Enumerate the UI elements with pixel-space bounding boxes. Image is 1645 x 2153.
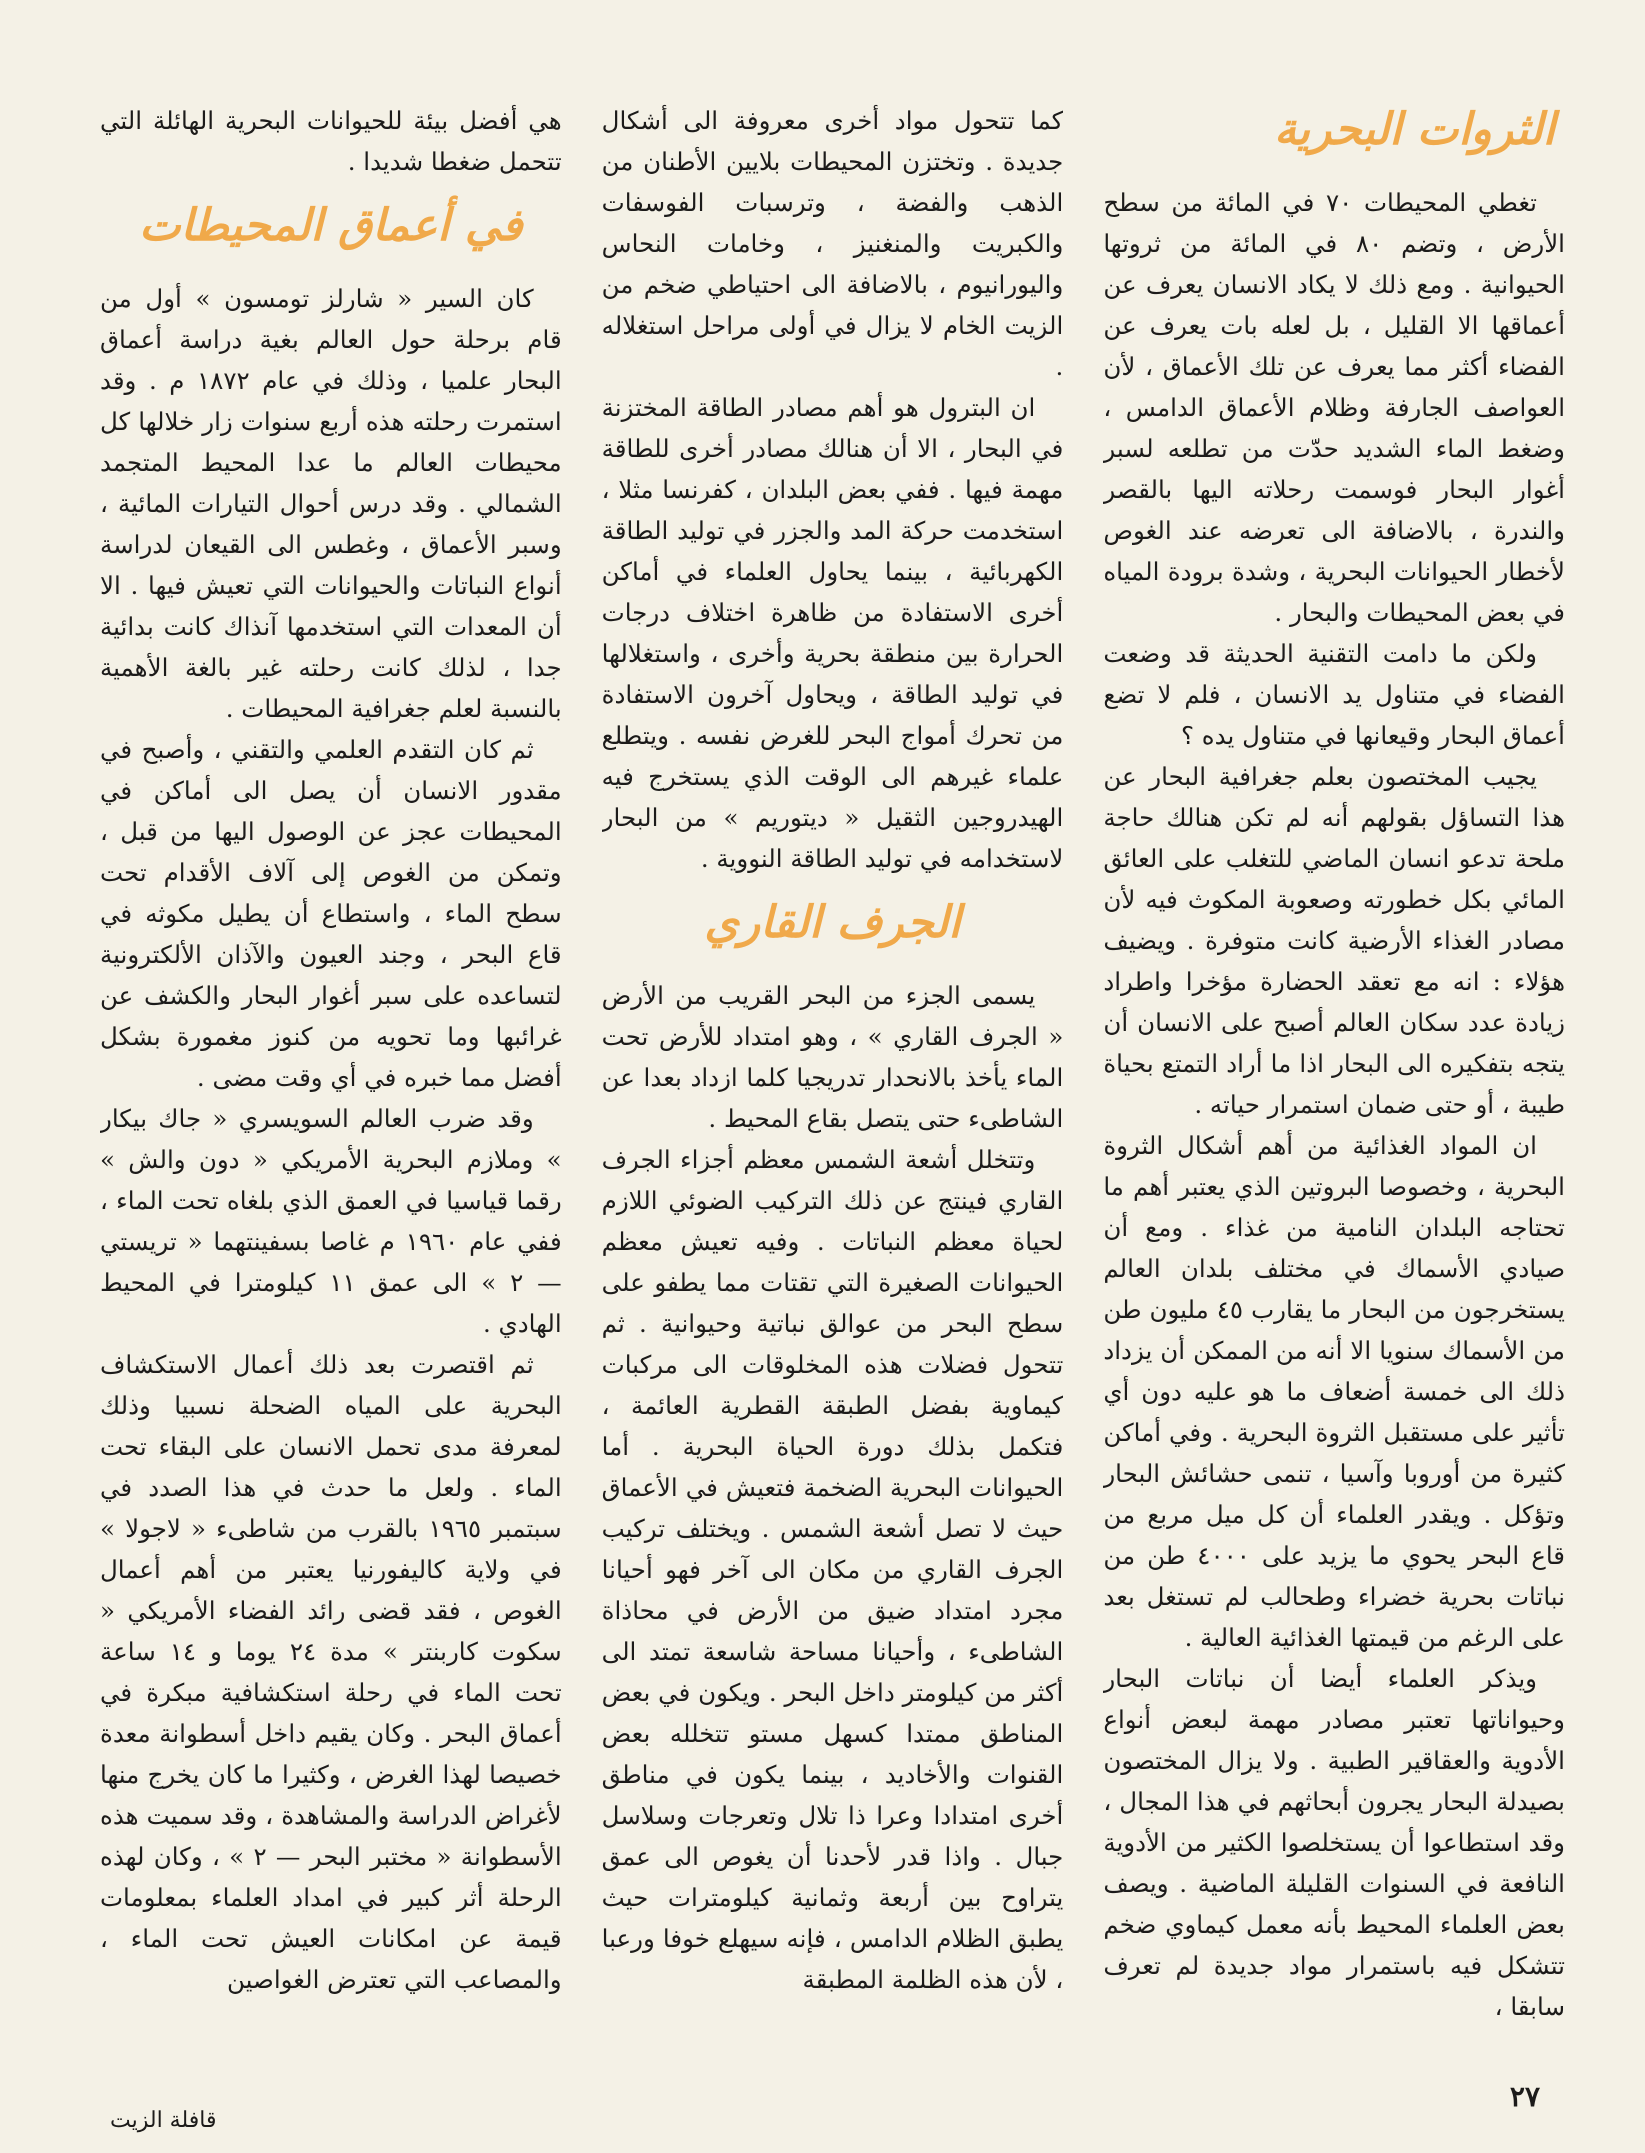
paragraph: ان المواد الغذائية من أهم أشكال الثروة البحرية ، وخصوصا البروتين الذي يعتبر أهم ما تحتاجه البلدان النامية من غذاء . ومع أن صيادي الأسماك في مختلف بلدان العالم يستخرجون من البحار ما يقارب ٤٥ مليون طن من الأسماك سنويا الا أنه من الممكن أن يزداد ذلك الى خمسة أضعاف ما هو عليه دون أي تأثير على مستقبل الثروة البحرية . وفي أماكن كثيرة من أوروبا وآسيا ، تنمى حشائش البحار وتؤكل . ويقدر العلماء أن كل ميل مربع من قاع البحر يحوي ما يزيد على ٤٠٠٠ طن من نباتات بحرية خضراء وطحالب لم تستغل بعد على الرغم من قيمتها الغذائية العالية . xyxy=(1103,1131,1565,1652)
paragraph: ولكن ما دامت التقنية الحديثة قد وضعت الفضاء في متناول يد الانسان ، فلم لا تضع أعماق البحار وقيعانها في متناول يده ؟ xyxy=(1103,639,1565,750)
heading-continental-shelf: الجرف القاري xyxy=(704,897,961,948)
heading-ocean-depths: في أعماق المحيطات xyxy=(139,200,523,251)
column-right xyxy=(1103,100,1565,2070)
paragraph: هي أفضل بيئة للحيوانات البحرية الهائلة التي تتحمل ضغطا شديدا . xyxy=(99,106,562,176)
paragraph: كان السير « شارلز تومسون » أول من قام برحلة حول العالم بغية دراسة أعماق البحار علميا ، وذلك في عام ١٨٧٢ م . وقد استمرت رحلته هذه أربع سنوات زار خلالها كل محيطات العالم ما عدا المحيط المتجمد الشمالي . وقد درس أحوال التيارات المائية ، وسبر الأعماق ، وغطس الى القيعان لدراسة أنواع النباتات والحيوانات التي تعيش فيها . الا أن المعدات التي استخدمها آنذاك كانت بدائية جدا ، لذلك كانت رحلته غير بالغة الأهمية بالنسبة لعلم جغرافية المحيطات . xyxy=(99,284,562,723)
column-middle xyxy=(602,100,1064,2070)
column-left xyxy=(100,100,562,2070)
article-columns xyxy=(100,100,1565,2070)
paragraph: ان البترول هو أهم مصادر الطاقة المختزنة في البحار ، الا أن هنالك مصادر أخرى للطاقة مهمة فيها . ففي بعض البلدان ، كفرنسا مثلا ، استخدمت حركة المد والجزر في توليد الطاقة الكهربائية ، بينما يحاول العلماء في أماكن أخرى الاستفادة من ظاهرة اختلاف درجات الحرارة بين منطقة بحرية وأخرى ، واستغلالها في توليد الطاقة ، ويحاول آخرون الاستفادة من تحرك أمواج البحر للغرض نفسه . ويتطلع علماء غيرهم الى الوقت الذي يستخرج فيه الهيدروجين الثقيل « ديتوريم » من البحار لاستخدامه في توليد الطاقة النووية . xyxy=(601,393,1064,873)
heading-marine-wealth: الثروات البحرية xyxy=(1274,104,1555,155)
paragraph: يسمى الجزء من البحر القريب من الأرض « الجرف القاري » ، وهو امتداد للأرض تحت الماء يأخذ بالانحدار تدريجيا كلما ازداد بعدا عن الشاطىء حتى يتصل بقاع المحيط . xyxy=(601,981,1064,1133)
paragraph: يجيب المختصون بعلم جغرافية البحار عن هذا التساؤل بقولهم أنه لم تكن هنالك حاجة ملحة تدعو انسان الماضي للتغلب على العائق المائي بكل خطورته وصعوبة المكوث فيه لأن مصادر الغذاء الأرضية كانت متوفرة . ويضيف هؤلاء : انه مع تعقد الحضارة مؤخرا واطراد زيادة عدد سكان العالم أصبح على الانسان أن يتجه بتفكيره الى البحار اذا ما أراد التمتع بحياة طيبة ، أو حتى ضمان استمرار حياته . xyxy=(1103,762,1565,1119)
page-number: ٢٧ xyxy=(1509,2080,1540,2113)
paragraph: ثم اقتصرت بعد ذلك أعمال الاستكشاف البحرية على المياه الضحلة نسبيا وذلك لمعرفة مدى تحمل الانسان على البقاء تحت الماء . ولعل ما حدث في هذا الصدد في سبتمبر ١٩٦٥ بالقرب من شاطىء « لاجولا » في ولاية كاليفورنيا يعتبر من أهم أعمال الغوص ، فقد قضى رائد الفضاء الأمريكي « سكوت كاربنتر » مدة ٢٤ يوما و ١٤ ساعة تحت الماء في رحلة استكشافية مبكرة في أعماق البحر . وكان يقيم داخل أسطوانة معدة خصيصا لهذا الغرض ، وكثيرا ما كان يخرج منها لأغراض الدراسة والمشاهدة ، وقد سميت هذه الأسطوانة « مختبر البحر — ٢ » ، وكان لهذه الرحلة أثر كبير في امداد العلماء بمعلومات قيمة عن امكانات العيش تحت الماء ، والمصاعب التي تعترض الغواصين xyxy=(99,1350,562,1994)
paragraph: ثم كان التقدم العلمي والتقني ، وأصبح في مقدور الانسان أن يصل الى أماكن في المحيطات عجز عن الوصول اليها من قبل ، وتمكن من الغوص إلى آلاف الأقدام تحت سطح الماء ، واستطاع أن يطيل مكوثه في قاع البحر ، وجند العيون والآذان الألكترونية لتساعده على سبر أغوار البحار والكشف عن غرائبها وما تحويه من كنوز مغمورة بشكل أفضل مما خبره في أي وقت مضى . xyxy=(99,735,562,1092)
paragraph: تغطي المحيطات ٧٠ في المائة من سطح الأرض ، وتضم ٨٠ في المائة من ثروتها الحيوانية . ومع ذلك لا يكاد الانسان يعرف عن أعماقها الا القليل ، بل لعله بات يعرف عن الفضاء أكثر مما يعرف عن تلك الأعماق ، لأن العواصف الجارفة وظلام الأعماق الدامس ، وضغط الماء الشديد حدّت من تطلعه لسبر أغوار البحار فوسمت رحلاته اليها بالقصر والندرة ، بالاضافة الى تعرضه عند الغوص لأخطار الحيوانات البحرية ، وشدة برودة المياه في بعض المحيطات والبحار . xyxy=(1103,188,1565,627)
paragraph: ويذكر العلماء أيضا أن نباتات البحار وحيواناتها تعتبر مصادر مهمة لبعض أنواع الأدوية والعقاقير الطبية . ولا يزال المختصون بصيدلة البحار يجرون أبحاثهم في هذا المجال ، وقد استطاعوا أن يستخلصوا الكثير من الأدوية النافعة في السنوات القليلة الماضية . ويصف بعض العلماء المحيط بأنه معمل كيماوي ضخم تتشكل فيه باستمرار مواد جديدة لم تعرف سابقا ، xyxy=(1103,1664,1565,2021)
magazine-title: قافلة الزيت xyxy=(110,2108,217,2133)
paragraph: كما تتحول مواد أخرى معروفة الى أشكال جديدة . وتختزن المحيطات بلايين الأطنان من الذهب والفضة ، وترسبات الفوسفات والكبريت والمنغنيز ، وخامات النحاس واليورانيوم ، بالاضافة الى احتياطي ضخم من الزيت الخام لا يزال في أولى مراحل استغلاله . xyxy=(601,106,1064,381)
paragraph: وتتخلل أشعة الشمس معظم أجزاء الجرف القاري فينتج عن ذلك التركيب الضوئي اللازم لحياة معظم النباتات . وفيه تعيش معظم الحيوانات الصغيرة التي تقتات مما يطفو على سطح البحر من عوالق نباتية وحيوانية . ثم تتحول فضلات هذه المخلوقات الى مركبات كيماوية بفضل الطبقة القطرية العائمة ، فتكمل بذلك دورة الحياة البحرية . أما الحيوانات البحرية الضخمة فتعيش في الأعماق حيث لا تصل أشعة الشمس . ويختلف تركيب الجرف القاري من مكان الى آخر فهو أحيانا مجرد امتداد ضيق من الأرض في محاذاة الشاطىء ، وأحيانا مساحة شاسعة تمتد الى أكثر من كيلومتر داخل البحر . ويكون في بعض المناطق ممتدا كسهل مستو تتخلله بعض القنوات والأخاديد ، بينما يكون في مناطق أخرى امتدادا وعرا ذا تلال وتعرجات وسلاسل جبال . واذا قدر لأحدنا أن يغوص الى عمق يتراوح بين أربعة وثمانية كيلومترات حيث يطبق الظلام الدامس ، فإنه سيهلع خوفا ورعبا ، لأن هذه الظلمة المطبقة xyxy=(601,1145,1064,1994)
paragraph: وقد ضرب العالم السويسري « جاك بيكار » وملازم البحرية الأمريكي « دون والش » رقما قياسيا في العمق الذي بلغاه تحت الماء ، ففي عام ١٩٦٠ م غاصا بسفينتهما « تريستي — ٢ » الى عمق ١١ كيلومترا في المحيط الهادي . xyxy=(99,1104,562,1338)
